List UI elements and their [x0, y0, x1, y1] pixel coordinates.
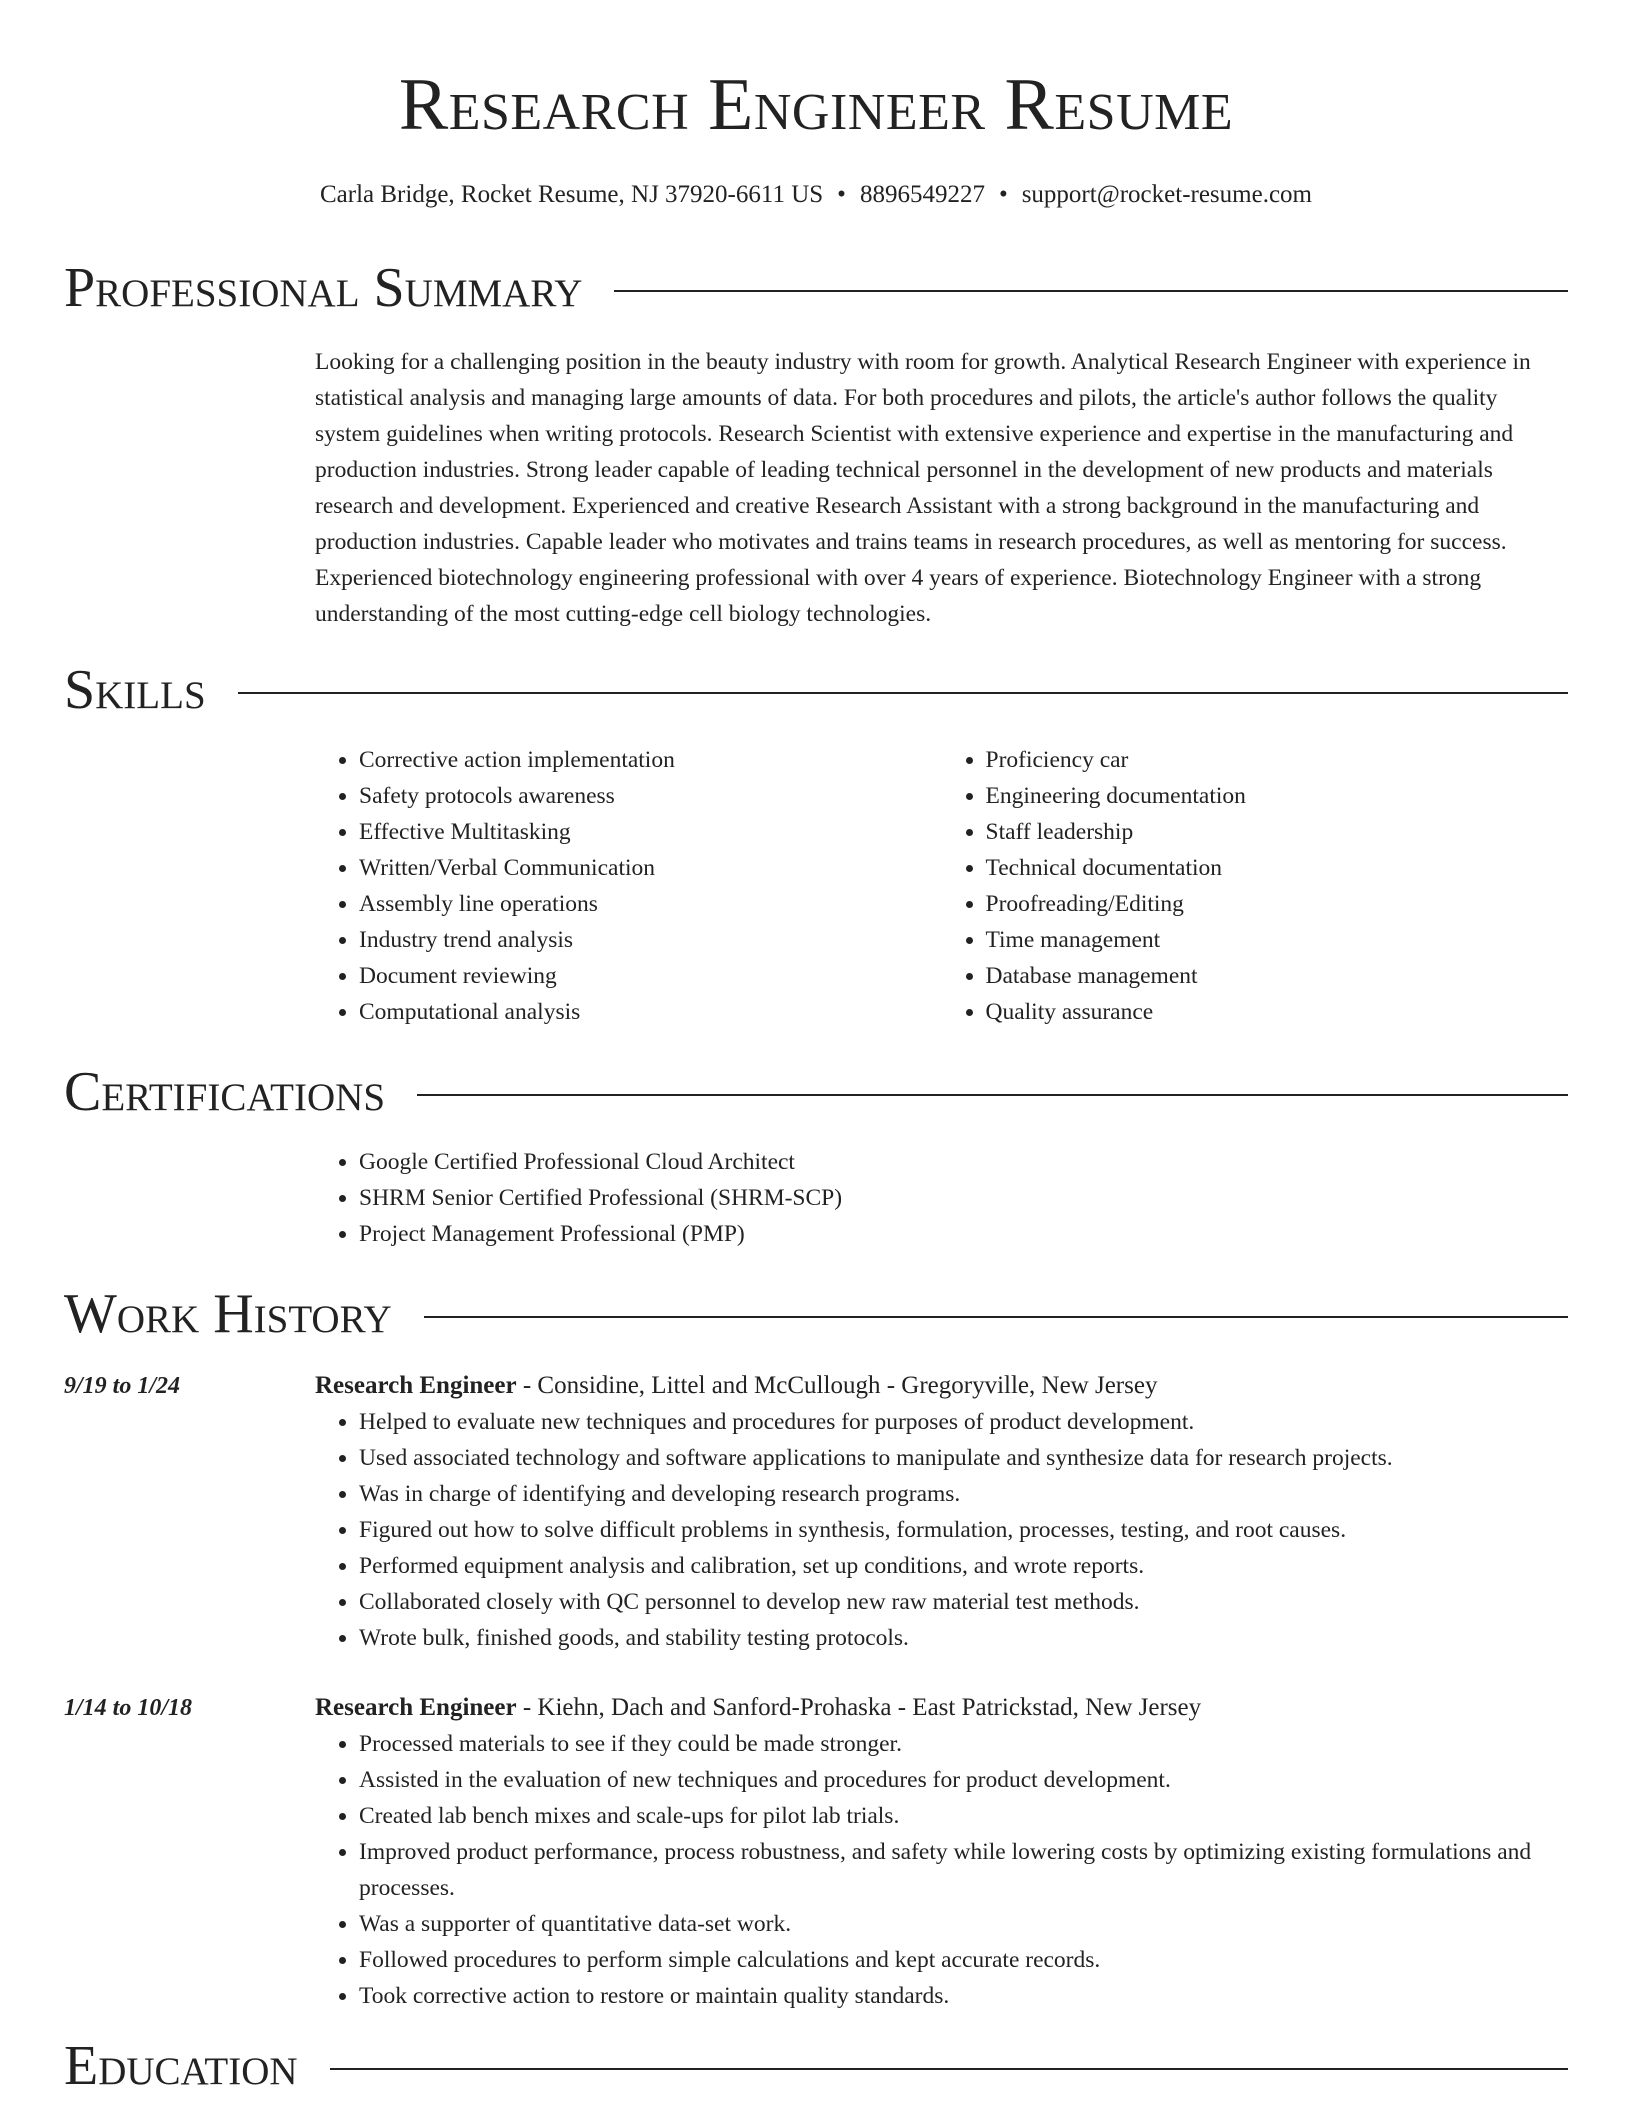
certifications-heading: Certifications [64, 1061, 386, 1123]
list-item: • SHRM Senior Certified Professional (SHRM-SCP) [359, 1180, 1568, 1216]
list-item: • Processed materials to see if they could be made stronger. [359, 1726, 1568, 1762]
job-entry [64, 1368, 1568, 1656]
contact-line [64, 180, 1568, 210]
work-history-heading: Work History [64, 1283, 392, 1345]
job-title-line [315, 1690, 1568, 1726]
list-item: • Technical documentation [986, 850, 1569, 886]
certifications-block [315, 1144, 1568, 1252]
section-divider [330, 2068, 1568, 2070]
list-item: • Created lab bench mixes and scale-ups for pilot lab trials. [359, 1798, 1568, 1834]
section-divider [424, 1316, 1568, 1318]
list-item: • Assembly line operations [359, 886, 942, 922]
list-item: • Figured out how to solve difficult problems in synthesis, formulation, processes, testing, and root causes. [359, 1512, 1568, 1548]
contact-separator: • [837, 181, 846, 208]
list-item: • Proficiency car [986, 742, 1569, 778]
summary-section-header [64, 257, 1568, 319]
section-divider [238, 692, 1568, 694]
list-item: • Google Certified Professional Cloud Architect [359, 1144, 1568, 1180]
list-item: • Document reviewing [359, 958, 942, 994]
list-item: • Improved product performance, process robustness, and safety while lowering costs by optimizing existing formulations and processes. [359, 1834, 1568, 1906]
skills-heading: Skills [64, 659, 206, 721]
contact-separator: • [998, 181, 1008, 208]
contact-phone: 8896549227 [859, 181, 985, 208]
list-item: • Collaborated closely with QC personnel to develop new raw material test methods. [359, 1584, 1568, 1620]
job-employer: - Kiehn, Dach and Sanford-Prohaska - East Patrickstad, New Jersey [516, 1694, 1202, 1721]
list-item: • Wrote bulk, finished goods, and stability testing protocols. [359, 1620, 1568, 1656]
list-item: • Corrective action implementation [359, 742, 942, 778]
summary-heading: Professional Summary [64, 257, 583, 319]
work-history-section-header [64, 1283, 1568, 1345]
section-divider [417, 1094, 1568, 1096]
list-item: • Was a supporter of quantitative data-set work. [359, 1906, 1568, 1942]
list-item: • Computational analysis [359, 994, 942, 1030]
list-item: • Was in charge of identifying and developing research programs. [359, 1476, 1568, 1512]
skills-list-right [942, 742, 1569, 1030]
list-item: • Industry trend analysis [359, 922, 942, 958]
list-item: • Quality assurance [986, 994, 1569, 1030]
list-item: • Effective Multitasking [359, 814, 942, 850]
list-item: • Staff leadership [986, 814, 1569, 850]
skills-grid [315, 742, 1568, 1030]
list-item: • Safety protocols awareness [359, 778, 942, 814]
contact-email: support@rocket-resume.com [1021, 181, 1312, 208]
contact-address: Carla Bridge, Rocket Resume, NJ 37920-6611 US [319, 181, 824, 208]
job-dates: 1/14 to 10/18 [64, 1695, 193, 1721]
summary-text: Looking for a challenging position in the beauty industry with room for growth. Analytical Research Engineer with experience in statistical analysis and managing large amounts of data. For both procedures and pilots, the article's author follows the quality system guidelines when writing protocols. Research Scientist with extensive experience and expertise in the manufacturing and production industries. Strong leader capable of leading technical personnel in the development of new products and materials research and development. Experienced and creative Research Assistant with a strong background in the manufacturing and production industries. Capable leader who motivates and trains teams in research procedures, as well as mentoring for success. Experienced biotechnology engineering professional with over 4 years of experience. Biotechnology Engineer with a strong understanding of the most cutting-edge cell biology technologies. [315, 349, 1531, 627]
section-divider [614, 290, 1568, 292]
list-item: • Proofreading/Editing [986, 886, 1569, 922]
job-employer: - Considine, Littel and McCullough - Gregoryville, New Jersey [516, 1372, 1158, 1399]
job-dates: 9/19 to 1/24 [64, 1373, 181, 1399]
list-item: • Assisted in the evaluation of new techniques and procedures for product development. [359, 1762, 1568, 1798]
job-title: Research Engineer [315, 1694, 517, 1721]
list-item: • Engineering documentation [986, 778, 1569, 814]
list-item: • Performed equipment analysis and calibration, set up conditions, and wrote reports. [359, 1548, 1568, 1584]
job-title-line [315, 1368, 1568, 1404]
job-bullet-list [315, 1726, 1568, 2014]
education-section-header [64, 2035, 1568, 2097]
education-heading: Education [64, 2035, 298, 2097]
skills-list-left [315, 742, 942, 1030]
list-item: • Time management [986, 922, 1569, 958]
list-item: • Project Management Professional (PMP) [359, 1216, 1568, 1252]
job-body [315, 1368, 1568, 1656]
job-bullet-list [315, 1404, 1568, 1656]
list-item: • Used associated technology and software applications to manipulate and synthesize data for research projects. [359, 1440, 1568, 1476]
list-item: • Followed procedures to perform simple calculations and kept accurate records. [359, 1942, 1568, 1978]
job-body [315, 1690, 1568, 2014]
list-item: • Written/Verbal Communication [359, 850, 942, 886]
list-item: • Database management [986, 958, 1569, 994]
certifications-section-header [64, 1061, 1568, 1123]
list-item: • Helped to evaluate new techniques and procedures for purposes of product development. [359, 1404, 1568, 1440]
list-item: • Took corrective action to restore or maintain quality standards. [359, 1978, 1568, 2014]
document-title: Research Engineer Resume [398, 64, 1234, 146]
skills-section-header [64, 659, 1568, 721]
certifications-list [315, 1144, 1568, 1252]
job-title: Research Engineer [315, 1372, 517, 1399]
job-entry [64, 1690, 1568, 2014]
